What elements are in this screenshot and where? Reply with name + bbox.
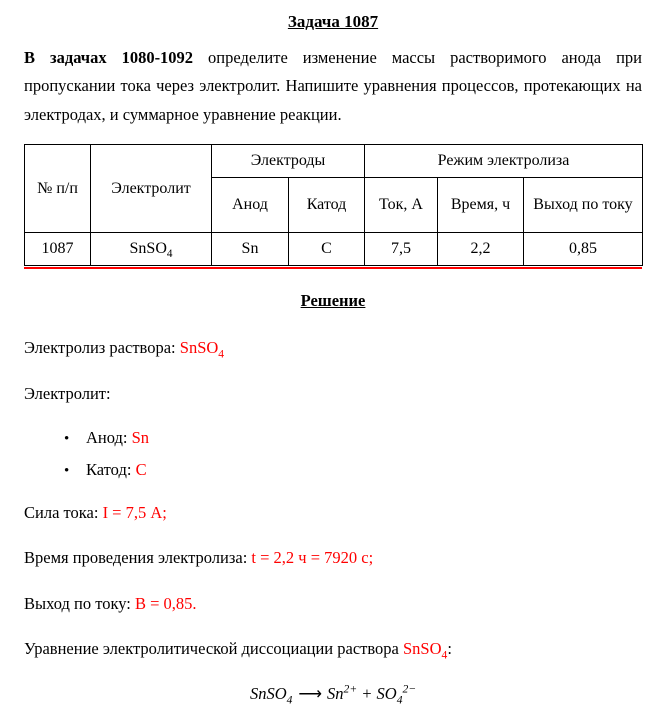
header-anode: Анод (212, 178, 289, 233)
current-line (24, 502, 642, 523)
current-label: Сила тока: (24, 503, 103, 522)
dissociation-equation (24, 684, 642, 704)
yield-line (24, 593, 642, 614)
yield-value: B = 0,85. (134, 593, 197, 613)
header-cathode: Катод (289, 178, 365, 233)
cell-cathode: C (289, 233, 365, 266)
list-item-anode (64, 428, 642, 448)
electrolysis-label: Электролиз раствора: (24, 338, 180, 358)
header-num: № п/п (25, 145, 91, 233)
cell-anode: Sn (212, 233, 289, 266)
header-yield: Выход по току (524, 178, 643, 233)
equation-rhs1 (327, 684, 357, 703)
intro-bold-text: В задачах 1080-1092 (24, 48, 194, 67)
cathode-label: Катод: (86, 460, 136, 479)
header-mode-group: Режим электролиза (365, 145, 643, 178)
header-time: Время, ч (438, 178, 524, 233)
time-value: t = 2,2 ч = 7920 с; (251, 548, 374, 568)
electrolysis-formula: SnSO (179, 338, 219, 358)
equation-plus: + (357, 683, 377, 703)
cell-time: 2,2 (438, 233, 524, 266)
bullet-icon: • (64, 431, 70, 447)
cell-yield: 0,85 (524, 233, 643, 266)
dissociation-formula-base: SnSO (403, 639, 442, 659)
cathode-value: C (135, 460, 147, 479)
electrolysis-formula-sub: 4 (218, 348, 225, 361)
anode-value: Sn (131, 428, 150, 447)
solution-title: Решение (300, 291, 366, 311)
dissociation-line (24, 638, 642, 662)
equation-lhs-sub: 4 (286, 694, 293, 706)
electrode-list (24, 428, 642, 480)
cell-current: 7,5 (365, 233, 438, 266)
cell-num: 1087 (25, 233, 91, 266)
dissociation-formula-sub: 4 (441, 649, 448, 662)
cell-electrolyte (91, 233, 212, 266)
yield-label: Выход по току: (24, 593, 135, 613)
table-header-row-1 (25, 145, 643, 178)
equation-rhs2-base: SO (376, 683, 397, 703)
electrolyte-formula: SnSO (129, 240, 167, 258)
header-electrolyte: Электролит (91, 145, 212, 233)
bullet-icon: • (64, 463, 70, 479)
anode-label: Анод: (86, 428, 132, 447)
dissociation-colon: : (447, 639, 452, 659)
list-item-cathode (64, 460, 642, 480)
equation-rhs2-sub: 4 (396, 694, 403, 706)
electrolyte-subscript: 4 (166, 248, 173, 261)
equation-rhs2-sup: 2− (402, 683, 417, 696)
equation-rhs2 (376, 683, 417, 706)
reaction-arrow-icon: ⟶ (298, 683, 322, 703)
header-electrodes-group: Электроды (212, 145, 365, 178)
electrolysis-line (24, 337, 642, 361)
intro-paragraph (24, 44, 642, 129)
red-underline (24, 267, 642, 269)
problem-table (24, 144, 643, 266)
page-title: Задача 1087 (287, 12, 379, 31)
dissociation-formula (403, 639, 448, 662)
intro-rest-text: определите изменение массы растворимого анода при пропускании тока через электролит. Напишите уравнения процессов, протекающих на электродах, и суммарное уравнение реакции. (24, 48, 642, 124)
equation-rhs1-base: Sn (327, 683, 344, 703)
equation-rhs1-sup: 2+ (343, 683, 358, 696)
table-data-row (25, 233, 643, 266)
electrolysis-value (179, 338, 225, 361)
equation-lhs (249, 683, 293, 706)
equation-lhs-base: SnSO (249, 683, 287, 703)
header-current: Ток, А (365, 178, 438, 233)
time-line (24, 547, 642, 568)
current-value: I = 7,5 А; (102, 503, 167, 522)
electrolyte-line: Электролит: (24, 383, 111, 403)
time-label: Время проведения электролиза: (24, 548, 252, 568)
dissociation-label: Уравнение электролитической диссоциации раствора (24, 639, 403, 659)
